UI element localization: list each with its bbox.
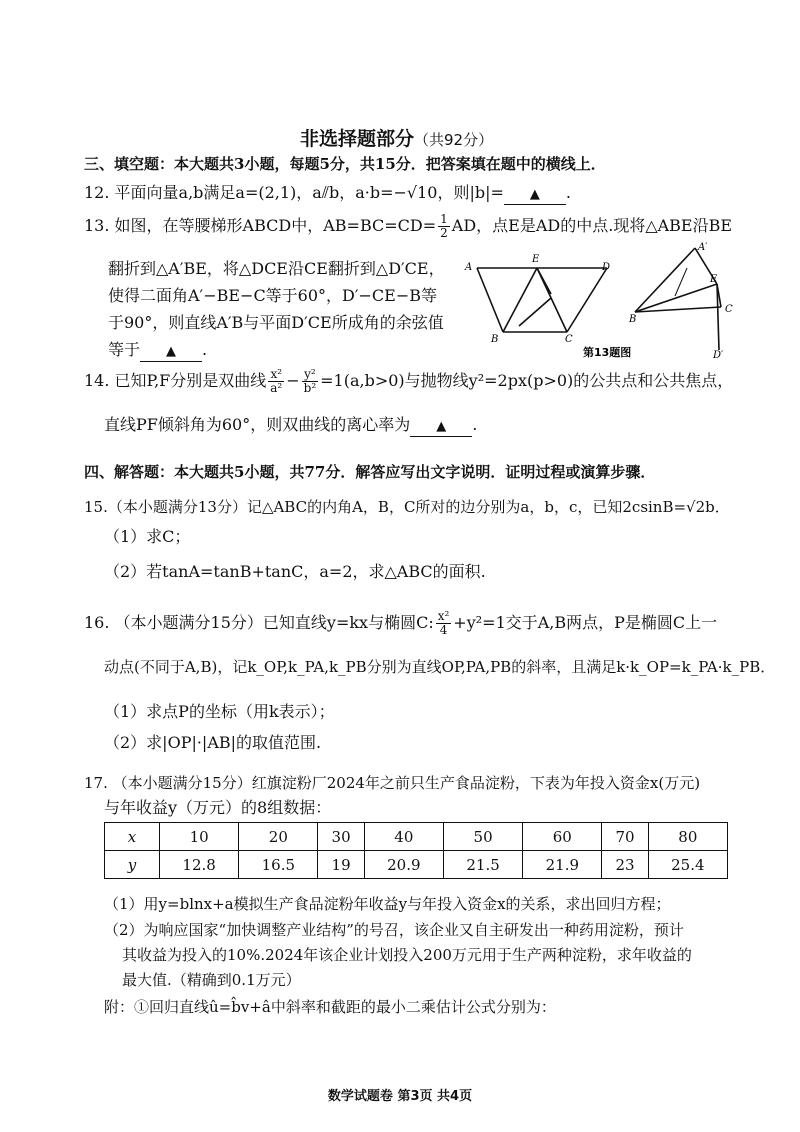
q16-line2: 动点(不同于A,B)，记k_OP,k_PA,k_PB分别为直线OP,PA,PB的斜率，且满足k·k_OP=k_PA·k_PB．	[104, 658, 776, 676]
q14-minus: −	[286, 371, 300, 390]
table-cell: 21.9	[523, 851, 602, 879]
q14-frac1-num: x²	[268, 368, 284, 382]
label-A-prime: A′	[698, 242, 708, 253]
title-text: 非选择题部分	[300, 128, 415, 150]
q17-num: 17.	[84, 774, 108, 792]
question-15: 15.（本小题满分13分）记△ABC的内角A，B，C所对的边分别为a，b，c，已知2csinB=√2b．	[84, 498, 730, 516]
question-12	[84, 182, 571, 205]
q13-num: 13.	[84, 216, 110, 235]
q12-num: 12.	[84, 183, 110, 202]
q14-frac1	[268, 368, 284, 395]
q14-end: .	[472, 415, 478, 434]
table-cell: 50	[443, 823, 522, 851]
q13-fraction	[438, 213, 450, 240]
table-cell: 25.4	[648, 851, 727, 879]
label-E-right: E	[710, 274, 718, 285]
q17-line2: 与年收益y（万元）的8组数据：	[104, 798, 332, 817]
q13-end: .	[202, 340, 208, 359]
q14-num: 14.	[84, 371, 110, 390]
label-E: E	[532, 254, 540, 265]
q13-line3: 使得二面角A′−BE−C等于60°，D′−CE−B等	[108, 286, 437, 305]
q16-frac-den: 4	[439, 623, 448, 637]
label-A: A	[465, 262, 473, 273]
table-cell: 20	[239, 823, 318, 851]
q16-frac-num: x²	[437, 609, 450, 623]
table-cell: 23	[602, 851, 648, 879]
q13-l5: 等于	[108, 340, 141, 359]
q13-frac-num: 1	[440, 212, 448, 226]
question-17-line1	[84, 772, 700, 794]
q13-line4: 于90°，则直线A′B与平面D′CE所成角的余弦值	[108, 313, 444, 332]
section3-heading: 三、填空题：本大题共3小题，每题5分，共15分．把答案填在题中的横线上．	[84, 155, 606, 173]
fold-line-2	[519, 298, 551, 326]
edge-AB	[477, 268, 503, 332]
section4-heading: 四、解答题：本大题共5小题，共77分．解答应写出文字说明．证明过程或演算步骤．	[84, 463, 656, 481]
q16-part2: （2）求|OP|·|AB|的取值范围.	[104, 733, 322, 752]
label-B: B	[491, 334, 499, 345]
figure-13	[455, 232, 755, 362]
altitude-line	[675, 268, 687, 296]
q17-part2-line1: （2）为响应国家“加快调整产业结构”的号召，该企业又自主研发出一种药用淀粉，预计	[104, 921, 684, 939]
trapezoid-figure	[477, 268, 607, 332]
table-cell: 12.8	[160, 851, 239, 879]
table-cell: 10	[160, 823, 239, 851]
q13-line5	[108, 339, 207, 362]
table-header-x: x	[105, 823, 160, 851]
data-table	[104, 822, 728, 879]
fold-line	[537, 268, 551, 294]
q17-l1: （本小题满分15分）红旗淀粉厂2024年之前只生产食品淀粉，下表为年投入资金x(万元)	[112, 774, 701, 792]
table-cell: 30	[318, 823, 364, 851]
title-score: （共92分）	[414, 131, 494, 149]
q12-answer-blank: ▲	[504, 186, 566, 205]
q14-frac2-num: y²	[302, 368, 319, 382]
label-C-right: C	[725, 304, 733, 315]
q16-part1: （1）求点P的坐标（用k表示）；	[104, 702, 335, 721]
page-footer: 数学试题卷 第3页 共4页	[327, 1089, 473, 1104]
label-D-prime: D′	[713, 350, 724, 361]
q16-num: 16.	[84, 613, 110, 632]
q15-part2: （2）若tanA=tanB+tanC，a=2，求△ABC的面积.	[104, 562, 486, 581]
q12-text: 平面向量a,b满足a=(2,1)，a⫽b，a·b=−√10，则|b|=	[114, 183, 504, 202]
q14-l1a: 已知P,F分别是双曲线	[114, 371, 267, 390]
table-cell: 21.5	[443, 851, 522, 879]
edge-CD	[567, 268, 607, 332]
figure-13-caption: 第13题图	[583, 346, 632, 359]
q14-frac2	[302, 368, 319, 395]
q12-end: .	[565, 183, 571, 202]
q13-frac-den: 2	[440, 226, 448, 240]
q17-part1: （1）用y=blnx+a模拟生产食品淀粉年收益y与年投入资金x的关系，求出回归方程；	[104, 895, 671, 913]
q17-part2-line3: 最大值.（精确到0.1万元）	[122, 971, 301, 989]
q14-frac1-den: a²	[270, 381, 283, 395]
q14-l2: 直线PF倾斜角为60°，则双曲线的离心率为	[104, 415, 411, 434]
q13-answer-blank: ▲	[140, 343, 202, 362]
table-cell: 16.5	[239, 851, 318, 879]
table-cell: 40	[364, 823, 443, 851]
question-14-line1	[84, 368, 733, 395]
edge-BE	[503, 268, 537, 332]
label-B-right: B	[629, 314, 637, 325]
q14-answer-blank: ▲	[410, 418, 472, 437]
q13-l1b: AD，点E是AD的中点.现将△ABE沿BE	[451, 216, 733, 235]
table-row-x	[105, 823, 728, 851]
table-cell: 70	[602, 823, 648, 851]
q14-frac2-den: b²	[303, 381, 317, 395]
question-14-line2	[104, 414, 477, 437]
label-C: C	[565, 334, 573, 345]
table-cell: 80	[648, 823, 727, 851]
q16-fraction	[436, 610, 452, 637]
table-cell: 19	[318, 851, 364, 879]
page-title	[300, 128, 493, 151]
table-header-y: y	[105, 851, 160, 879]
q17-part2-line2: 其收益为投入的10%.2024年该企业计划投入200万元用于生产两种淀粉，求年收益的	[122, 946, 692, 964]
table-cell: 60	[523, 823, 602, 851]
question-16-line1	[84, 610, 717, 637]
q13-line2: 翻折到△A′BE，将△DCE沿CE翻折到△D′CE，	[108, 259, 445, 278]
q17-appendix: 附：①回归直线û=b̂v+â中斜率和截距的最小二乘估计公式分别为：	[104, 998, 556, 1016]
label-D: D	[602, 262, 611, 273]
q15-part1: （1）求C；	[104, 527, 191, 546]
q16-l1a: （本小题满分15分）已知直线y=kx与椭圆C:	[114, 613, 434, 632]
q16-l1b: +y²=1交于A,B两点，P是椭圆C上一	[453, 613, 718, 632]
table-row-y	[105, 851, 728, 879]
folded-solid-figure	[635, 248, 721, 350]
q13-l1a: 如图，在等腰梯形ABCD中，AB=BC=CD=	[114, 216, 437, 235]
table-cell: 20.9	[364, 851, 443, 879]
q14-l1b: =1(a,b>0)与抛物线y²=2px(p>0)的公共点和公共焦点，	[320, 371, 734, 390]
